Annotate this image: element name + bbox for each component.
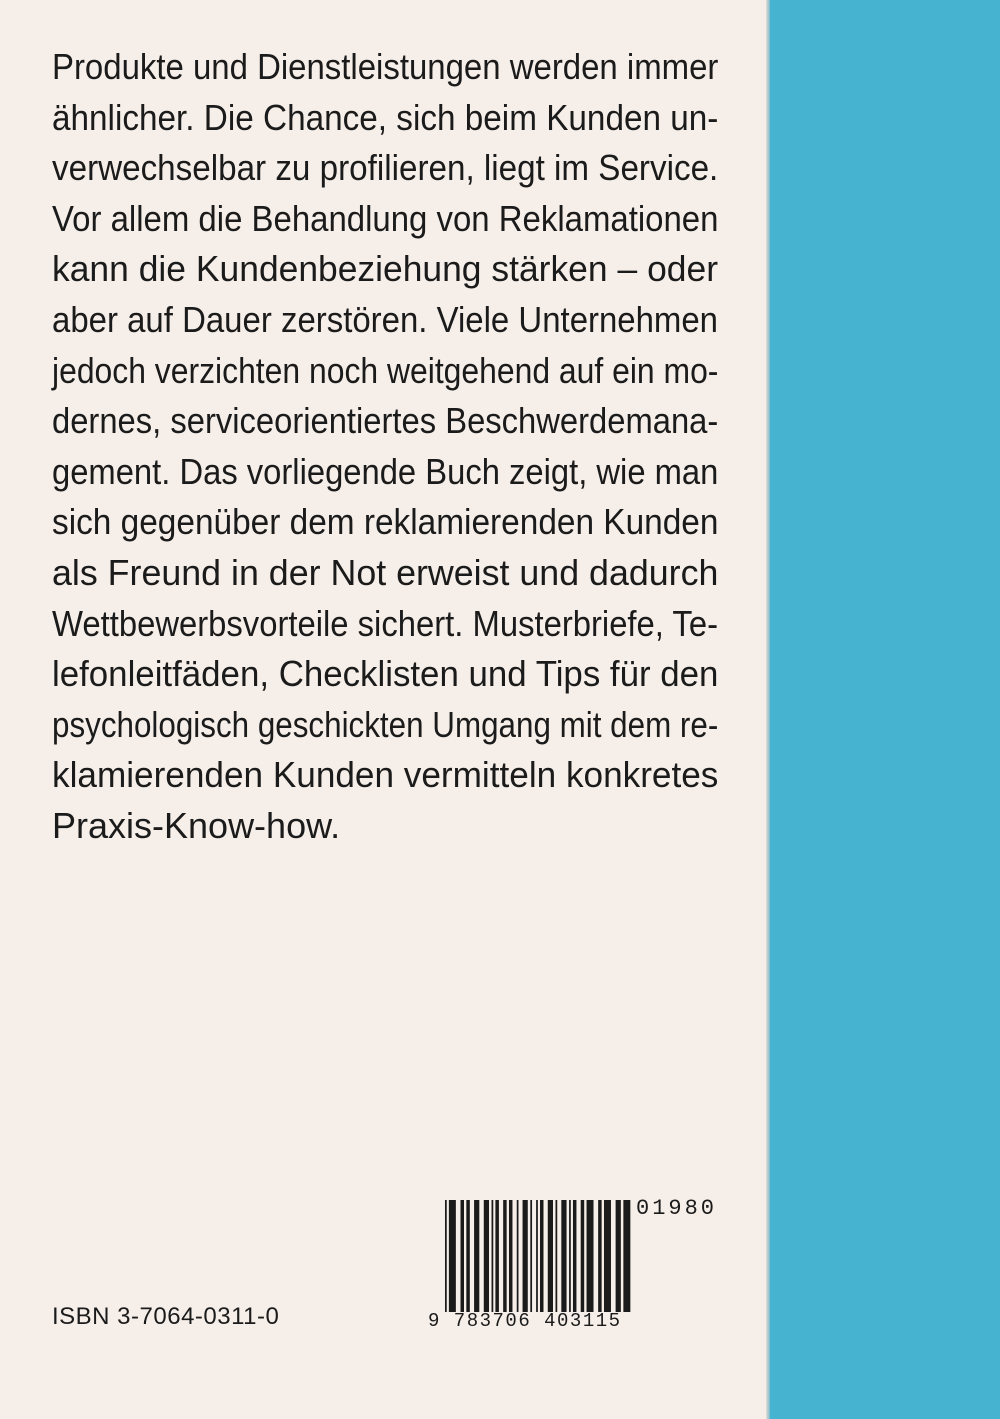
blurb-line: Praxis-Know-how. [52,804,341,846]
blurb-line: Wettbewerbsvorteile sichert. Musterbriefe, Te- [52,602,718,644]
barcode-ean-number: 9 783706 403115 [428,1310,622,1332]
barcode-bar [509,1200,512,1312]
blurb-line: psychologisch geschickten Umgang mit dem re- [52,703,719,745]
barcode-bar [484,1200,489,1312]
blurb-line: lefonleitfäden, Checklisten und Tips für den [52,653,719,695]
blurb-line: aber auf Dauer zerstören. Viele Unternehmen [52,298,718,340]
barcode-addon-number: 01980 [636,1196,718,1221]
barcode-bar [623,1200,630,1312]
barcode-bar [492,1200,494,1312]
barcode-bar [616,1200,621,1312]
blue-spine-strip [770,0,1000,1419]
barcode-bar [561,1200,566,1312]
barcode-bar [503,1200,506,1312]
barcode [420,1196,720,1346]
blurb-line: Vor allem die Behandlung von Reklamationen [52,197,719,239]
barcode-bar [495,1200,498,1312]
isbn-label: ISBN 3-7064-0311-0 [52,1303,280,1330]
barcode-bar [461,1200,464,1312]
blurb-line: als Freund in der Not erweist und dadurch [52,551,719,593]
barcode-bar [530,1200,532,1312]
barcode-bar [556,1200,558,1312]
blurb-line: verwechselbar zu profilieren, liegt im Service. [52,147,719,189]
barcode-bar [587,1200,594,1312]
barcode-bar [540,1200,543,1312]
barcode-bar [536,1200,538,1312]
barcode-bar [598,1200,601,1312]
blurb-line: jedoch verzichten noch weitgehend auf ein mo- [52,349,719,391]
barcode-bar [466,1200,469,1312]
barcode-bar [445,1200,447,1312]
barcode-bars [445,1200,635,1312]
barcode-bar [517,1200,519,1312]
barcode-bar [548,1200,553,1312]
blurb-line: ähnlicher. Die Chance, sich beim Kunden un- [52,96,719,138]
blurb-line: dernes, serviceorientiertes Beschwerdemana- [52,400,719,442]
barcode-bar [474,1200,479,1312]
blurb-line: gement. Das vorliegende Buch zeigt, wie man [52,450,719,492]
blurb-line: sich gegenüber dem reklamierenden Kunden [52,501,719,543]
blurb-line: klamierenden Kunden vermitteln konkretes [52,754,719,796]
blurb-line: kann die Kundenbeziehung stärken – oder [52,248,718,290]
barcode-bar [581,1200,584,1312]
barcode-bar [449,1200,456,1312]
barcode-bar [573,1200,576,1312]
barcode-bar [604,1200,611,1312]
barcode-bar [523,1200,528,1312]
barcode-bar [569,1200,571,1312]
blurb-text [52,42,718,852]
blurb-line: Produkte und Dienstleistungen werden immer [52,46,719,87]
